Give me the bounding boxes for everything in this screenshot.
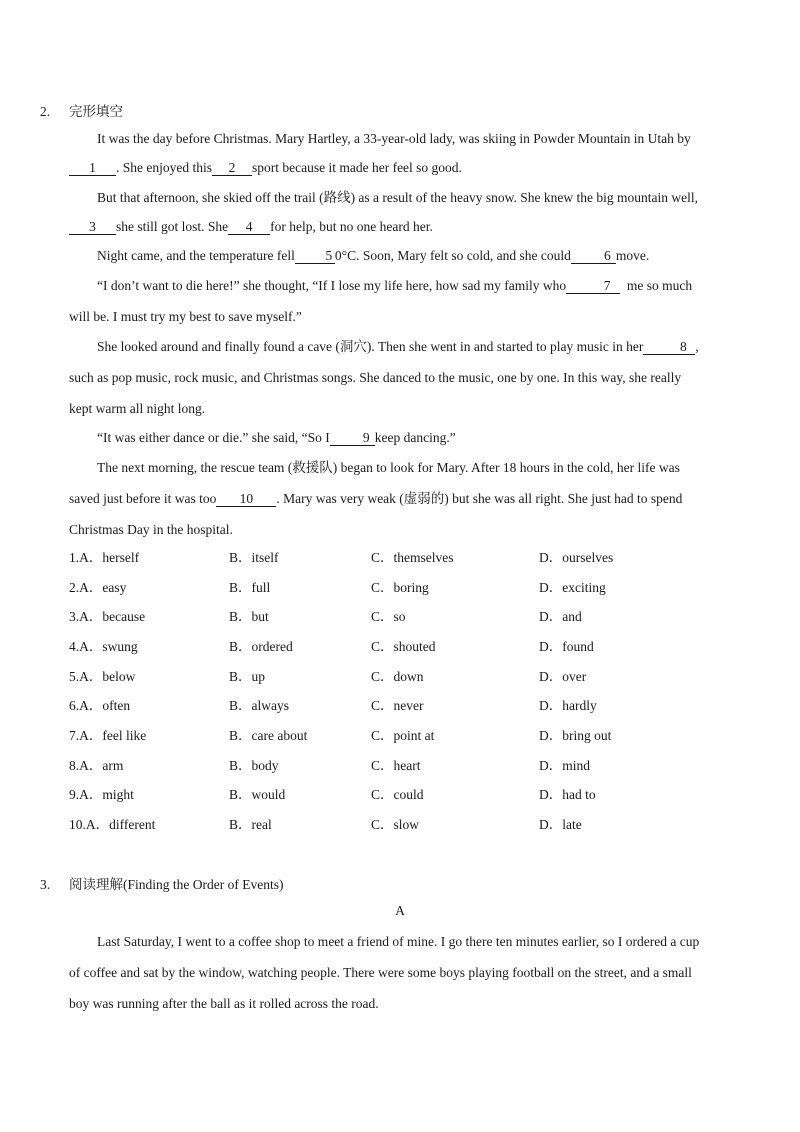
option-row <box>69 815 769 835</box>
paragraph-line <box>69 128 731 150</box>
paragraph-line <box>69 157 731 179</box>
option-b: B．ordered <box>229 639 293 654</box>
option-b: B．would <box>229 787 286 802</box>
option-c: C．never <box>371 698 424 713</box>
option-row <box>69 696 769 716</box>
option-d: D．had to <box>539 787 596 802</box>
option-c: C．boring <box>371 580 429 595</box>
option-d: D．late <box>539 817 582 832</box>
paragraph-line <box>69 993 731 1015</box>
option-c: C．themselves <box>371 550 454 565</box>
paragraph-line <box>69 216 731 238</box>
text: , <box>695 339 699 354</box>
section-number: 3. <box>40 877 51 892</box>
blank-1: 1 <box>69 160 116 176</box>
text: she still got lost. She <box>116 219 229 234</box>
blank-2: 2 <box>212 160 252 176</box>
option-row <box>69 637 769 657</box>
paragraph-line <box>69 488 731 510</box>
paragraph-line <box>69 931 731 953</box>
text: But that afternoon, she skied off the trail (路线) as a result of the heavy snow. She knew the big mountain well, <box>97 190 698 205</box>
paragraph-line <box>69 187 731 209</box>
section-3-heading <box>40 873 283 893</box>
option-row <box>69 667 769 687</box>
option-d: D．hardly <box>539 698 597 713</box>
option-b: B．real <box>229 817 272 832</box>
option-row <box>69 607 769 627</box>
text: of coffee and sat by the window, watching people. There were some boys playing football on the street, and a small <box>69 965 692 980</box>
option-d: D．exciting <box>539 580 606 595</box>
option-b: B．but <box>229 609 269 624</box>
text: such as pop music, rock music, and Christmas songs. She danced to the music, one by one. In this way, she really <box>69 370 682 385</box>
paragraph-line <box>69 336 731 358</box>
option-a: 8.A．arm <box>69 758 124 773</box>
text: Night came, and the temperature fell <box>97 248 295 263</box>
option-c: C．slow <box>371 817 420 832</box>
option-a: 5.A．below <box>69 669 136 684</box>
option-b: B．care about <box>229 728 308 743</box>
option-row <box>69 578 769 598</box>
text: Last Saturday, I went to a coffee shop to meet a friend of mine. I go there ten minutes earlier, so I ordered a cup <box>97 934 700 949</box>
option-b: B．up <box>229 669 266 684</box>
option-a: 7.A．feel like <box>69 728 147 743</box>
option-d: D．mind <box>539 758 591 773</box>
option-a: 2.A．easy <box>69 580 127 595</box>
paragraph-line <box>69 275 731 297</box>
blank-5: 5 <box>295 248 335 264</box>
text: She looked around and finally found a cave (洞穴). Then she went in and started to play music in her <box>97 339 644 354</box>
option-row <box>69 726 769 746</box>
option-a: 4.A．swung <box>69 639 138 654</box>
text: sport because it made her feel so good. <box>252 160 462 175</box>
section-2-heading <box>40 100 123 120</box>
paragraph-line <box>69 306 731 328</box>
text: boy was running after the ball as it rolled across the road. <box>69 996 379 1011</box>
passage-label: A <box>395 903 405 918</box>
option-a: 3.A．because <box>69 609 146 624</box>
option-b: B．full <box>229 580 271 595</box>
option-c: C．shouted <box>371 639 436 654</box>
text: The next morning, the rescue team (救援队) began to look for Mary. After 18 hours in the cold, her life was <box>97 460 680 475</box>
paragraph-line <box>69 962 731 984</box>
paragraph-line <box>69 245 731 267</box>
option-d: D．and <box>539 609 582 624</box>
option-row <box>69 756 769 776</box>
blank-4: 4 <box>228 219 270 235</box>
text: keep dancing.” <box>374 430 456 445</box>
option-d: D．over <box>539 669 587 684</box>
option-d: D．ourselves <box>539 550 614 565</box>
paragraph-line <box>69 519 731 541</box>
text: 0°C. Soon, Mary felt so cold, and she could <box>334 248 571 263</box>
option-d: D．bring out <box>539 728 612 743</box>
blank-10: 10 <box>216 491 276 507</box>
blank-7: 7 <box>566 278 620 294</box>
blank-8: 8 <box>643 339 695 355</box>
section-title: 完形填空 <box>69 104 123 119</box>
option-row <box>69 785 769 805</box>
blank-3: 3 <box>69 219 116 235</box>
text: “It was either dance or die.” she said, “So I <box>97 430 330 445</box>
text: Christmas Day in the hospital. <box>69 522 233 537</box>
text: saved just before it was too <box>69 491 217 506</box>
option-a: 6.A．often <box>69 698 131 713</box>
option-c: C．could <box>371 787 424 802</box>
paragraph-line <box>69 398 731 420</box>
text: It was the day before Christmas. Mary Hartley, a 33-year-old lady, was skiing in Powder Mountain in Utah by <box>97 131 691 146</box>
text: move. <box>615 248 650 263</box>
option-c: C．down <box>371 669 424 684</box>
text: for help, but no one heard her. <box>270 219 433 234</box>
blank-6: 6 <box>571 248 616 264</box>
section-number: 2. <box>40 104 51 119</box>
paragraph-line <box>69 427 731 449</box>
blank-9: 9 <box>330 430 375 446</box>
option-b: B．itself <box>229 550 279 565</box>
option-row <box>69 548 769 568</box>
text: will be. I must try my best to save myself.” <box>69 309 302 324</box>
text: . Mary was very weak (虚弱的) but she was all right. She just had to spend <box>276 491 683 506</box>
text: “I don’t want to die here!” she thought, “If I lose my life here, how sad my family who <box>97 278 567 293</box>
option-a: 9.A．might <box>69 787 134 802</box>
text: kept warm all night long. <box>69 401 206 416</box>
paragraph-line <box>69 457 731 479</box>
text: me so much <box>626 278 693 293</box>
option-b: B．always <box>229 698 289 713</box>
option-c: C．so <box>371 609 406 624</box>
paragraph-line <box>69 367 731 389</box>
option-b: B．body <box>229 758 279 773</box>
text: . She enjoyed this <box>116 160 212 175</box>
option-c: C．heart <box>371 758 421 773</box>
option-d: D．found <box>539 639 594 654</box>
option-a: 10.A．different <box>69 817 156 832</box>
section-title: 阅读理解(Finding the Order of Events) <box>69 877 284 892</box>
option-c: C．point at <box>371 728 435 743</box>
option-a: 1.A．herself <box>69 550 140 565</box>
